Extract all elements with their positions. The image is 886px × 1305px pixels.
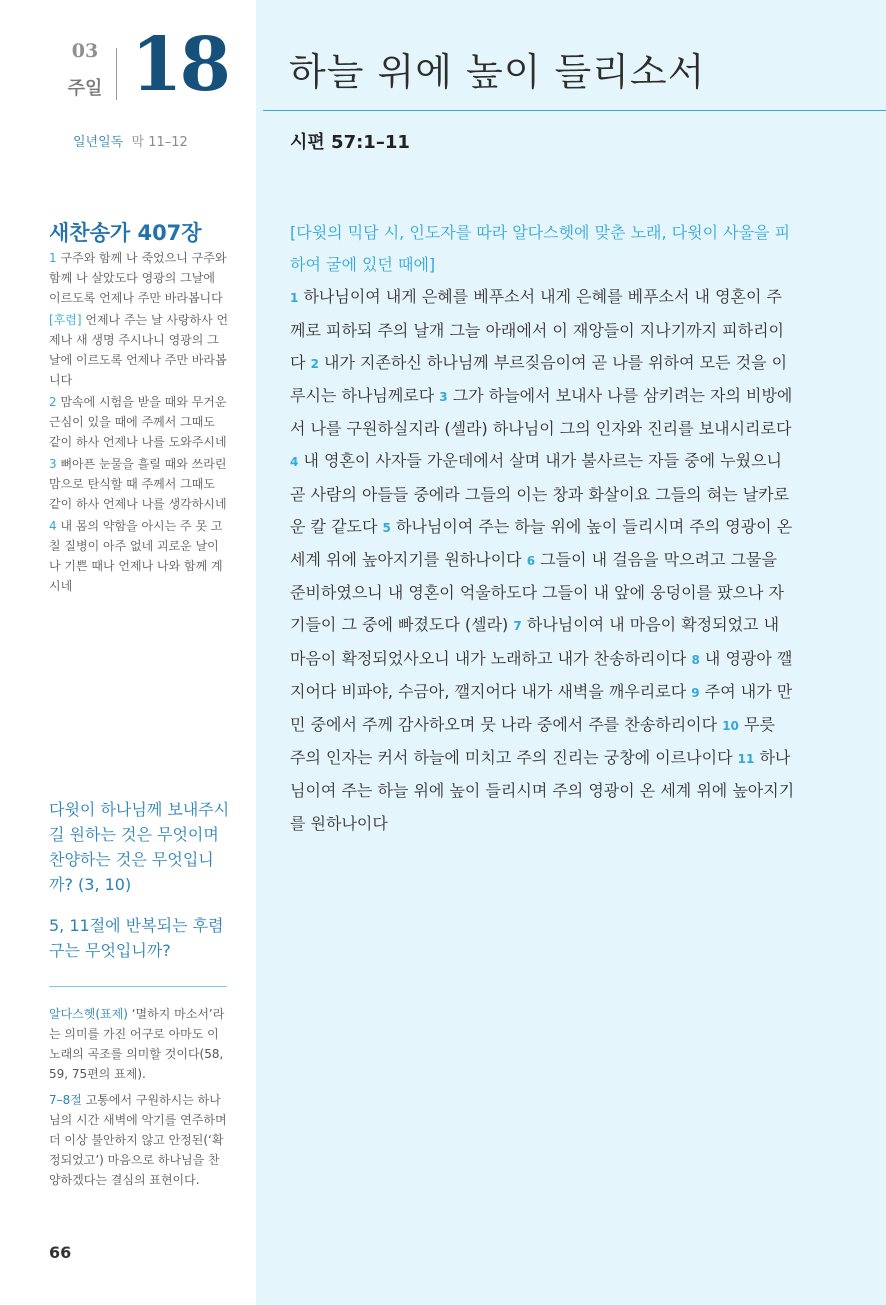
question-2: 5, 11절에 반복되는 후렴구는 무엇입니까? — [49, 916, 224, 960]
date-divider — [116, 48, 117, 100]
day-of-week: 주일 — [67, 78, 103, 99]
hymn-refrain: [후렴] 언제나 주는 날 사랑하사 언제나 새 생명 주시나니 영광의 그날에 이르도록 언제나 주만 바라봅니다 — [49, 313, 229, 387]
verse-text: 내 영광아 깰지어다 비파야, 수금아, 깰지어다 내가 새벽을 깨우리로다 — [290, 648, 793, 701]
verse-number: 8 — [691, 652, 700, 667]
verse-text: 하나님이여 주는 하늘 위에 높이 들리시며 주의 영광이 온 세계 위에 높아지기를 원하나이다 — [290, 748, 795, 833]
title-underline — [263, 110, 886, 111]
page-title: 하늘 위에 높이 들리소서 — [289, 50, 706, 94]
hymn-stanza: 3 뼈아픈 눈물을 흘릴 때와 쓰라린 맘으로 탄식할 때 주께서 그때도 같이 하사 언제나 나를 생각하시네 — [49, 457, 227, 511]
page-number: 66 — [49, 1243, 72, 1262]
verse-text: 내 영혼이 사자들 가운데에서 살며 내가 불사르는 자들 중에 누웠으니 곧 사람의 아들들 중에라 그들의 이는 창과 화살이요 그들의 혀는 날카로운 칼 같도다 — [290, 451, 790, 536]
verse-text: 내가 지존하신 하나님께 부르짖음이여 곧 나를 위하여 모든 것을 이루시는 하나님께로다 — [290, 352, 788, 406]
verse-number: 9 — [691, 685, 700, 700]
verse-number: 5 — [382, 520, 391, 535]
verse-text: 하나님이여 주는 하늘 위에 높이 들리시며 주의 영광이 온 세계 위에 높아지기를 원하나이다 — [290, 516, 793, 570]
note-term: 7–8절 — [49, 1093, 82, 1107]
verse-text: 하나님이여 내게 은혜를 베푸소서 내게 은혜를 베푸소서 내 영혼이 주께로 피하되 주의 날개 그늘 아래에서 이 재앙들이 지나기까지 피하리이다 — [290, 287, 784, 372]
hymn-stanza: 2 맘속에 시험을 받을 때와 무거운 근심이 있을 때에 주께서 그때도 같이 하사 언제나 나를 도와주시네 — [49, 395, 227, 449]
verse-number: 10 — [722, 719, 739, 734]
reading-label: 일년일독 — [73, 135, 124, 150]
verse-number: 1 — [290, 291, 299, 306]
month-number: 03 — [71, 40, 99, 62]
verse-number: 6 — [526, 554, 536, 569]
psalm-superscription: [다윗의 믹담 시, 인도자를 따라 알다스헷에 맞춘 노래, 다윗이 사울을 피하여 굴에 있던 때에] — [290, 223, 791, 275]
note-item: 7–8절 고통에서 구원하시는 하나님의 시간 새벽에 악기를 연주하며 더 이상 불안하지 않고 안정된(‘확정되었고’) 마음으로 하나님을 찬양하겠다는 결심의 표현이다. — [49, 1093, 227, 1187]
verse-number: 4 — [290, 455, 299, 470]
question-1: 다윗이 하나님께 보내주시길 원하는 것은 무엇이며 찬양하는 것은 무엇입니까? (3, 10) — [49, 800, 230, 894]
note-item: 알다스헷(표제) ‘멸하지 마소서’라는 의미를 가진 어구로 아마도 이 노래의 곡조를 의미할 것이다(58, 59, 75편의 표제). — [49, 1007, 225, 1081]
daily-reading — [73, 131, 188, 150]
verse-number: 11 — [737, 752, 755, 767]
hymn-lyrics — [49, 248, 229, 598]
study-notes — [49, 1004, 231, 1196]
verse-text: 주여 내가 만민 중에서 주께 감사하오며 뭇 나라 중에서 주를 찬송하리이다 — [290, 681, 793, 735]
reading-reference: 막 11–12 — [131, 135, 188, 150]
hymn-stanza: 4 내 몸의 약함을 아시는 주 못 고칠 질병이 아주 없네 괴로운 날이나 기쁜 때나 언제나 나와 함께 계시네 — [49, 519, 223, 593]
note-term: 알다스헷(표제) — [49, 1007, 128, 1021]
verse-text: 그가 하늘에서 보내사 나를 삼키려는 자의 비방에서 나를 구원하실지라 (셀라) 하나님이 그의 인자와 진리를 보내시리로다 — [290, 386, 793, 439]
hymn-title: 새찬송가 407장 — [49, 221, 202, 245]
verse-number: 7 — [513, 619, 522, 634]
hymn-stanza: 1 구주와 함께 나 죽었으니 구주와 함께 나 살았도다 영광의 그날에 이르도록 언제나 주만 바라봅니다 — [49, 251, 227, 305]
passage-reference: 시편 57:1–11 — [290, 132, 410, 153]
scripture-text — [290, 217, 795, 840]
notes-divider — [49, 986, 227, 987]
day-number: 18 — [131, 22, 228, 108]
verse-number: 2 — [310, 356, 319, 371]
verse-text: 무릇 주의 인자는 커서 하늘에 미치고 주의 진리는 궁창에 이르나이다 — [290, 715, 775, 768]
verse-number: 3 — [439, 390, 448, 405]
verse-text: 하나님이여 내 마음이 확정되었고 내 마음이 확정되었사오니 내가 노래하고 내가 찬송하리이다 — [290, 615, 780, 668]
verse-text: 그들이 내 걸음을 막으려고 그물을 준비하였으니 내 영혼이 억울하도다 그들이 내 앞에 웅덩이를 팠으나 자기들이 그 중에 빠졌도다 (셀라) — [290, 550, 784, 635]
